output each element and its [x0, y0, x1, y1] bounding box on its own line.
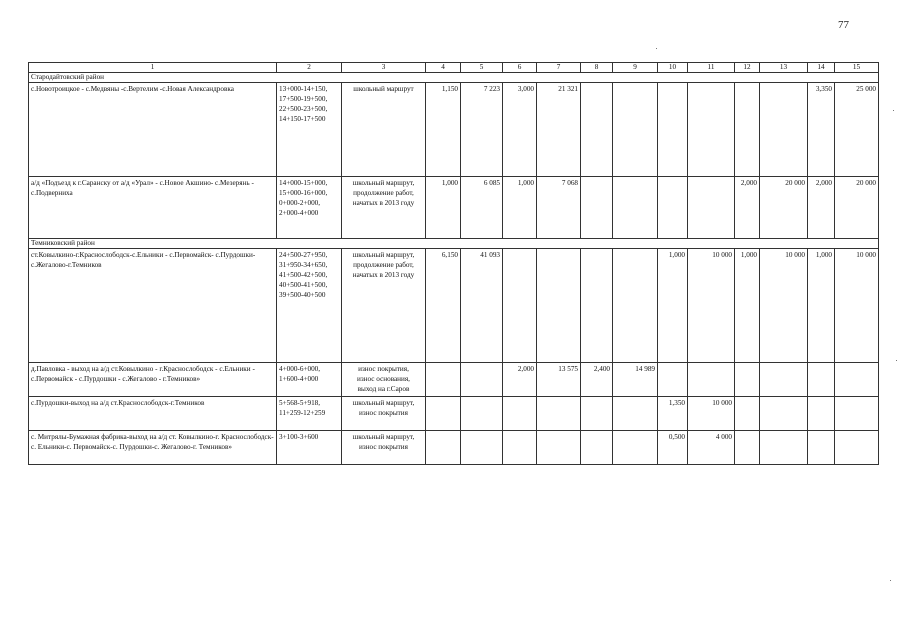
value-cell-col-11: 10 000	[688, 397, 735, 431]
kilometre-range-line: 2+000-4+000	[279, 209, 319, 217]
col-number: 3	[342, 63, 426, 73]
value-cell-col-14: 1,000	[808, 249, 835, 363]
value-cell-col-7: 7 068	[537, 177, 581, 239]
col-number: 8	[581, 63, 613, 73]
value-cell-col-5: 7 223	[461, 83, 503, 177]
value-cell-col-4	[426, 363, 461, 397]
scan-speck	[890, 580, 891, 581]
kilometre-range-line: 3+100-3+600	[279, 433, 319, 441]
value-cell-col-12	[735, 431, 760, 465]
value-cell-col-15	[835, 363, 879, 397]
kilometre-range-line: 22+500-23+500,	[279, 105, 328, 113]
table-row	[29, 83, 879, 177]
kilometre-range-line: 40+500-41+500,	[279, 281, 328, 289]
value-cell-col-4: 1,000	[426, 177, 461, 239]
kilometre-range-cell	[277, 83, 342, 177]
kilometre-range-cell	[277, 249, 342, 363]
road-name-cell: с. Митрялы-Бумажная фабрика-выход на а/д ст. Ковылкино-г. Краснослободск-с. Ельники-с. Первомайск-с. Пурдошки-с. Жегалово-г. Темников»	[29, 431, 277, 465]
value-cell-col-15: 10 000	[835, 249, 879, 363]
work-justification-cell	[342, 431, 426, 465]
work-justification-cell	[342, 363, 426, 397]
col-number: 7	[537, 63, 581, 73]
value-cell-col-8	[581, 249, 613, 363]
road-name-cell: а/д «Подъезд к г.Саранску от а/д «Урал» - с.Новое Акшино- с.Мезерянь - с.Подверниха	[29, 177, 277, 239]
value-cell-col-13	[760, 363, 808, 397]
kilometre-range-line: 41+500-42+500,	[279, 271, 328, 279]
value-cell-col-11	[688, 363, 735, 397]
work-justification-cell	[342, 397, 426, 431]
work-justification-line: начатых в 2013 году	[352, 199, 415, 207]
work-justification-line: износ основания,	[357, 375, 410, 383]
col-number: 9	[613, 63, 658, 73]
value-cell-col-11: 10 000	[688, 249, 735, 363]
col-number: 12	[735, 63, 760, 73]
value-cell-col-9	[613, 177, 658, 239]
kilometre-range-line: 14+000-15+000,	[279, 179, 328, 187]
col-number: 11	[688, 63, 735, 73]
value-cell-col-6: 3,000	[503, 83, 537, 177]
value-cell-col-9	[613, 83, 658, 177]
work-justification-line: выход на г.Саров	[357, 385, 410, 393]
road-name-cell: д.Павловка - выход на а/д ст.Ковылкино - г.Краснослободск - с.Ельники - с.Первомайск - с.Пурдошки - с.Жегалово - г.Темников»	[29, 363, 277, 397]
value-cell-col-13: 20 000	[760, 177, 808, 239]
value-cell-col-10: 0,500	[658, 431, 688, 465]
work-justification-cell	[342, 177, 426, 239]
col-number: 15	[835, 63, 879, 73]
work-justification-line: износ покрытия,	[358, 365, 409, 373]
scan-speck	[656, 48, 657, 49]
kilometre-range-line: 14+150-17+500	[279, 115, 326, 123]
value-cell-col-12	[735, 83, 760, 177]
col-number: 5	[461, 63, 503, 73]
value-cell-col-4	[426, 397, 461, 431]
table-row	[29, 431, 879, 465]
table-row	[29, 363, 879, 397]
kilometre-range-line: 39+500-40+500	[279, 291, 326, 299]
value-cell-col-6: 2,000	[503, 363, 537, 397]
value-cell-col-10: 1,000	[658, 249, 688, 363]
value-cell-col-14	[808, 431, 835, 465]
work-justification-line: школьный маршрут	[353, 85, 414, 93]
value-cell-col-13	[760, 431, 808, 465]
value-cell-col-11	[688, 177, 735, 239]
value-cell-col-7	[537, 249, 581, 363]
road-name-cell: ст.Ковылкино-г.Краснослободск-с.Ельники - с.Первомайск- с.Пурдошки-с.Жегалово-г.Темников	[29, 249, 277, 363]
road-works-table	[28, 62, 879, 465]
kilometre-range-cell	[277, 363, 342, 397]
value-cell-col-12	[735, 363, 760, 397]
scan-speck	[893, 110, 894, 111]
value-cell-col-5	[461, 431, 503, 465]
value-cell-col-14: 3,350	[808, 83, 835, 177]
column-number-row	[29, 63, 879, 73]
work-justification-line: школьный маршрут,	[352, 179, 415, 187]
value-cell-col-14	[808, 363, 835, 397]
value-cell-col-8: 2,400	[581, 363, 613, 397]
value-cell-col-9	[613, 249, 658, 363]
value-cell-col-10	[658, 363, 688, 397]
col-number: 2	[277, 63, 342, 73]
col-number: 4	[426, 63, 461, 73]
value-cell-col-4	[426, 431, 461, 465]
district-name: Темниковский район	[29, 239, 879, 249]
value-cell-col-10: 1,350	[658, 397, 688, 431]
value-cell-col-7: 21 321	[537, 83, 581, 177]
value-cell-col-11: 4 000	[688, 431, 735, 465]
value-cell-col-15	[835, 397, 879, 431]
value-cell-col-15	[835, 431, 879, 465]
kilometre-range-line: 11+259-12+259	[279, 409, 326, 417]
district-header-row	[29, 239, 879, 249]
kilometre-range-line: 17+500-19+500,	[279, 95, 328, 103]
kilometre-range-line: 31+950-34+650,	[279, 261, 328, 269]
district-name: Стародайтовский район	[29, 73, 879, 83]
value-cell-col-11	[688, 83, 735, 177]
kilometre-range-line: 4+000-6+000,	[279, 365, 321, 373]
value-cell-col-14: 2,000	[808, 177, 835, 239]
value-cell-col-12: 1,000	[735, 249, 760, 363]
kilometre-range-line: 0+000-2+000,	[279, 199, 321, 207]
road-name-cell: с.Новотроицкое - с.Медвяны -с.Вертелим -с.Новая Александровка	[29, 83, 277, 177]
value-cell-col-8	[581, 431, 613, 465]
value-cell-col-5	[461, 363, 503, 397]
kilometre-range-line: 15+000-16+000,	[279, 189, 328, 197]
work-justification-cell	[342, 249, 426, 363]
kilometre-range-line: 24+500-27+950,	[279, 251, 328, 259]
kilometre-range-cell	[277, 431, 342, 465]
value-cell-col-14	[808, 397, 835, 431]
value-cell-col-4: 6,150	[426, 249, 461, 363]
value-cell-col-8	[581, 83, 613, 177]
value-cell-col-5	[461, 397, 503, 431]
value-cell-col-13	[760, 397, 808, 431]
value-cell-col-7: 13 575	[537, 363, 581, 397]
col-number: 1	[29, 63, 277, 73]
value-cell-col-13: 10 000	[760, 249, 808, 363]
value-cell-col-10	[658, 177, 688, 239]
value-cell-col-12	[735, 397, 760, 431]
value-cell-col-8	[581, 177, 613, 239]
kilometre-range-line: 1+600-4+000	[279, 375, 319, 383]
page-number: 77	[838, 19, 849, 31]
work-justification-cell	[342, 83, 426, 177]
road-name-cell: с.Пурдошки-выход на а/д ст.Краснослободск-г.Темников	[29, 397, 277, 431]
work-justification-line: продолжение работ,	[353, 261, 414, 269]
col-number: 10	[658, 63, 688, 73]
value-cell-col-9	[613, 431, 658, 465]
table-row	[29, 397, 879, 431]
table-row	[29, 249, 879, 363]
value-cell-col-9: 14 989	[613, 363, 658, 397]
district-header-row	[29, 73, 879, 83]
value-cell-col-6	[503, 431, 537, 465]
value-cell-col-13	[760, 83, 808, 177]
col-number: 6	[503, 63, 537, 73]
scan-speck	[896, 360, 897, 361]
value-cell-col-7	[537, 397, 581, 431]
kilometre-range-cell	[277, 177, 342, 239]
work-justification-line: школьный маршрут,	[352, 251, 415, 259]
kilometre-range-cell	[277, 397, 342, 431]
col-number: 13	[760, 63, 808, 73]
kilometre-range-line: 13+000-14+150,	[279, 85, 328, 93]
value-cell-col-5: 41 093	[461, 249, 503, 363]
value-cell-col-12: 2,000	[735, 177, 760, 239]
work-justification-line: продолжение работ,	[353, 189, 414, 197]
work-justification-line: износ покрытия	[359, 409, 408, 417]
col-number: 14	[808, 63, 835, 73]
work-justification-line: износ покрытия	[359, 443, 408, 451]
value-cell-col-15: 25 000	[835, 83, 879, 177]
kilometre-range-line: 5+568-5+918,	[279, 399, 321, 407]
work-justification-line: школьный маршрут,	[352, 399, 415, 407]
work-justification-line: школьный маршрут,	[352, 433, 415, 441]
value-cell-col-6: 1,000	[503, 177, 537, 239]
value-cell-col-9	[613, 397, 658, 431]
value-cell-col-4: 1,150	[426, 83, 461, 177]
value-cell-col-5: 6 085	[461, 177, 503, 239]
value-cell-col-15: 20 000	[835, 177, 879, 239]
table-row	[29, 177, 879, 239]
work-justification-line: начатых в 2013 году	[352, 271, 415, 279]
value-cell-col-10	[658, 83, 688, 177]
value-cell-col-8	[581, 397, 613, 431]
value-cell-col-7	[537, 431, 581, 465]
value-cell-col-6	[503, 249, 537, 363]
value-cell-col-6	[503, 397, 537, 431]
